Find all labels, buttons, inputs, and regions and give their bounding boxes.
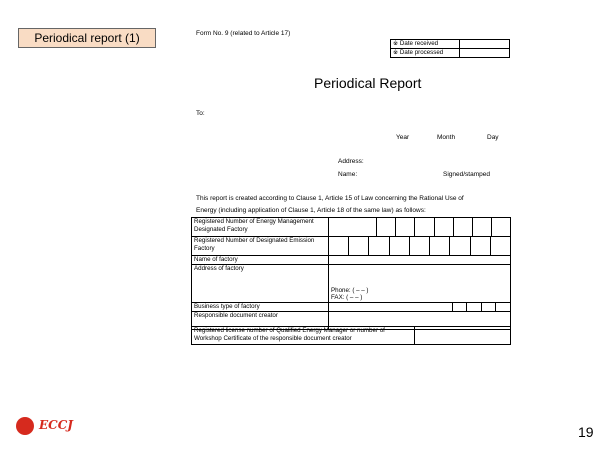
receipt-box	[390, 39, 510, 58]
intro-text-line1: This report is created according to Clause 1, Article 15 of Law concerning the Rational Use of	[196, 195, 464, 202]
responsible-creator-label: Responsible document creator	[192, 311, 329, 329]
table-row	[192, 256, 511, 265]
business-type-cells	[329, 302, 511, 311]
date-received-label: ※ Date received	[391, 40, 460, 49]
license-number-value	[415, 327, 511, 345]
energy-mgmt-factory-label: Registered Number of Energy Management Designated Factory	[192, 218, 329, 237]
emission-number-cells	[329, 237, 511, 256]
report-table	[191, 217, 511, 330]
address-label: Address:	[338, 158, 364, 165]
factory-address-value	[329, 264, 511, 302]
date-processed-value	[460, 49, 510, 58]
name-label: Name:	[338, 171, 358, 178]
phone-field: Phone: ( – – )	[331, 286, 369, 294]
page-number: 19	[578, 424, 594, 440]
factory-name-value	[329, 256, 511, 265]
slide-title-badge: Periodical report (1)	[18, 28, 156, 48]
intro-text-line2: Energy (including application of Clause 1, Article 18 of the same law) as follows:	[196, 207, 426, 214]
factory-name-label: Name of factory	[192, 256, 329, 265]
factory-address-label: Address of factory	[192, 264, 329, 302]
table-row	[192, 264, 511, 302]
license-number-label: Registered license number of Qualified Energy Manager or number of Workshop Certificate of the responsible document creator	[192, 327, 415, 345]
date-received-value	[460, 40, 510, 49]
eccj-logo-icon	[16, 417, 34, 435]
emission-factory-label: Registered Number of Designated Emission Factory	[192, 237, 329, 256]
table-row	[192, 218, 511, 237]
table-row	[192, 302, 511, 311]
day-label: Day	[487, 134, 499, 141]
month-label: Month	[437, 134, 456, 141]
business-type-label: Business type of factory	[192, 302, 329, 311]
to-label: To:	[196, 110, 205, 117]
table-row	[192, 327, 511, 345]
eccj-logo-text: ECCJ	[39, 418, 73, 432]
form-number: Form No. 9 (related to Article 17)	[196, 30, 291, 37]
table-row	[192, 237, 511, 256]
signed-stamped-label: Signed/stamped	[443, 171, 490, 178]
report-title: Periodical Report	[314, 75, 422, 91]
energy-mgmt-number-cells	[329, 218, 511, 237]
year-label: Year	[396, 134, 410, 141]
fax-field: FAX: ( – – )	[331, 294, 363, 301]
license-table	[191, 326, 511, 345]
date-processed-label: ※ Date processed	[391, 49, 460, 58]
